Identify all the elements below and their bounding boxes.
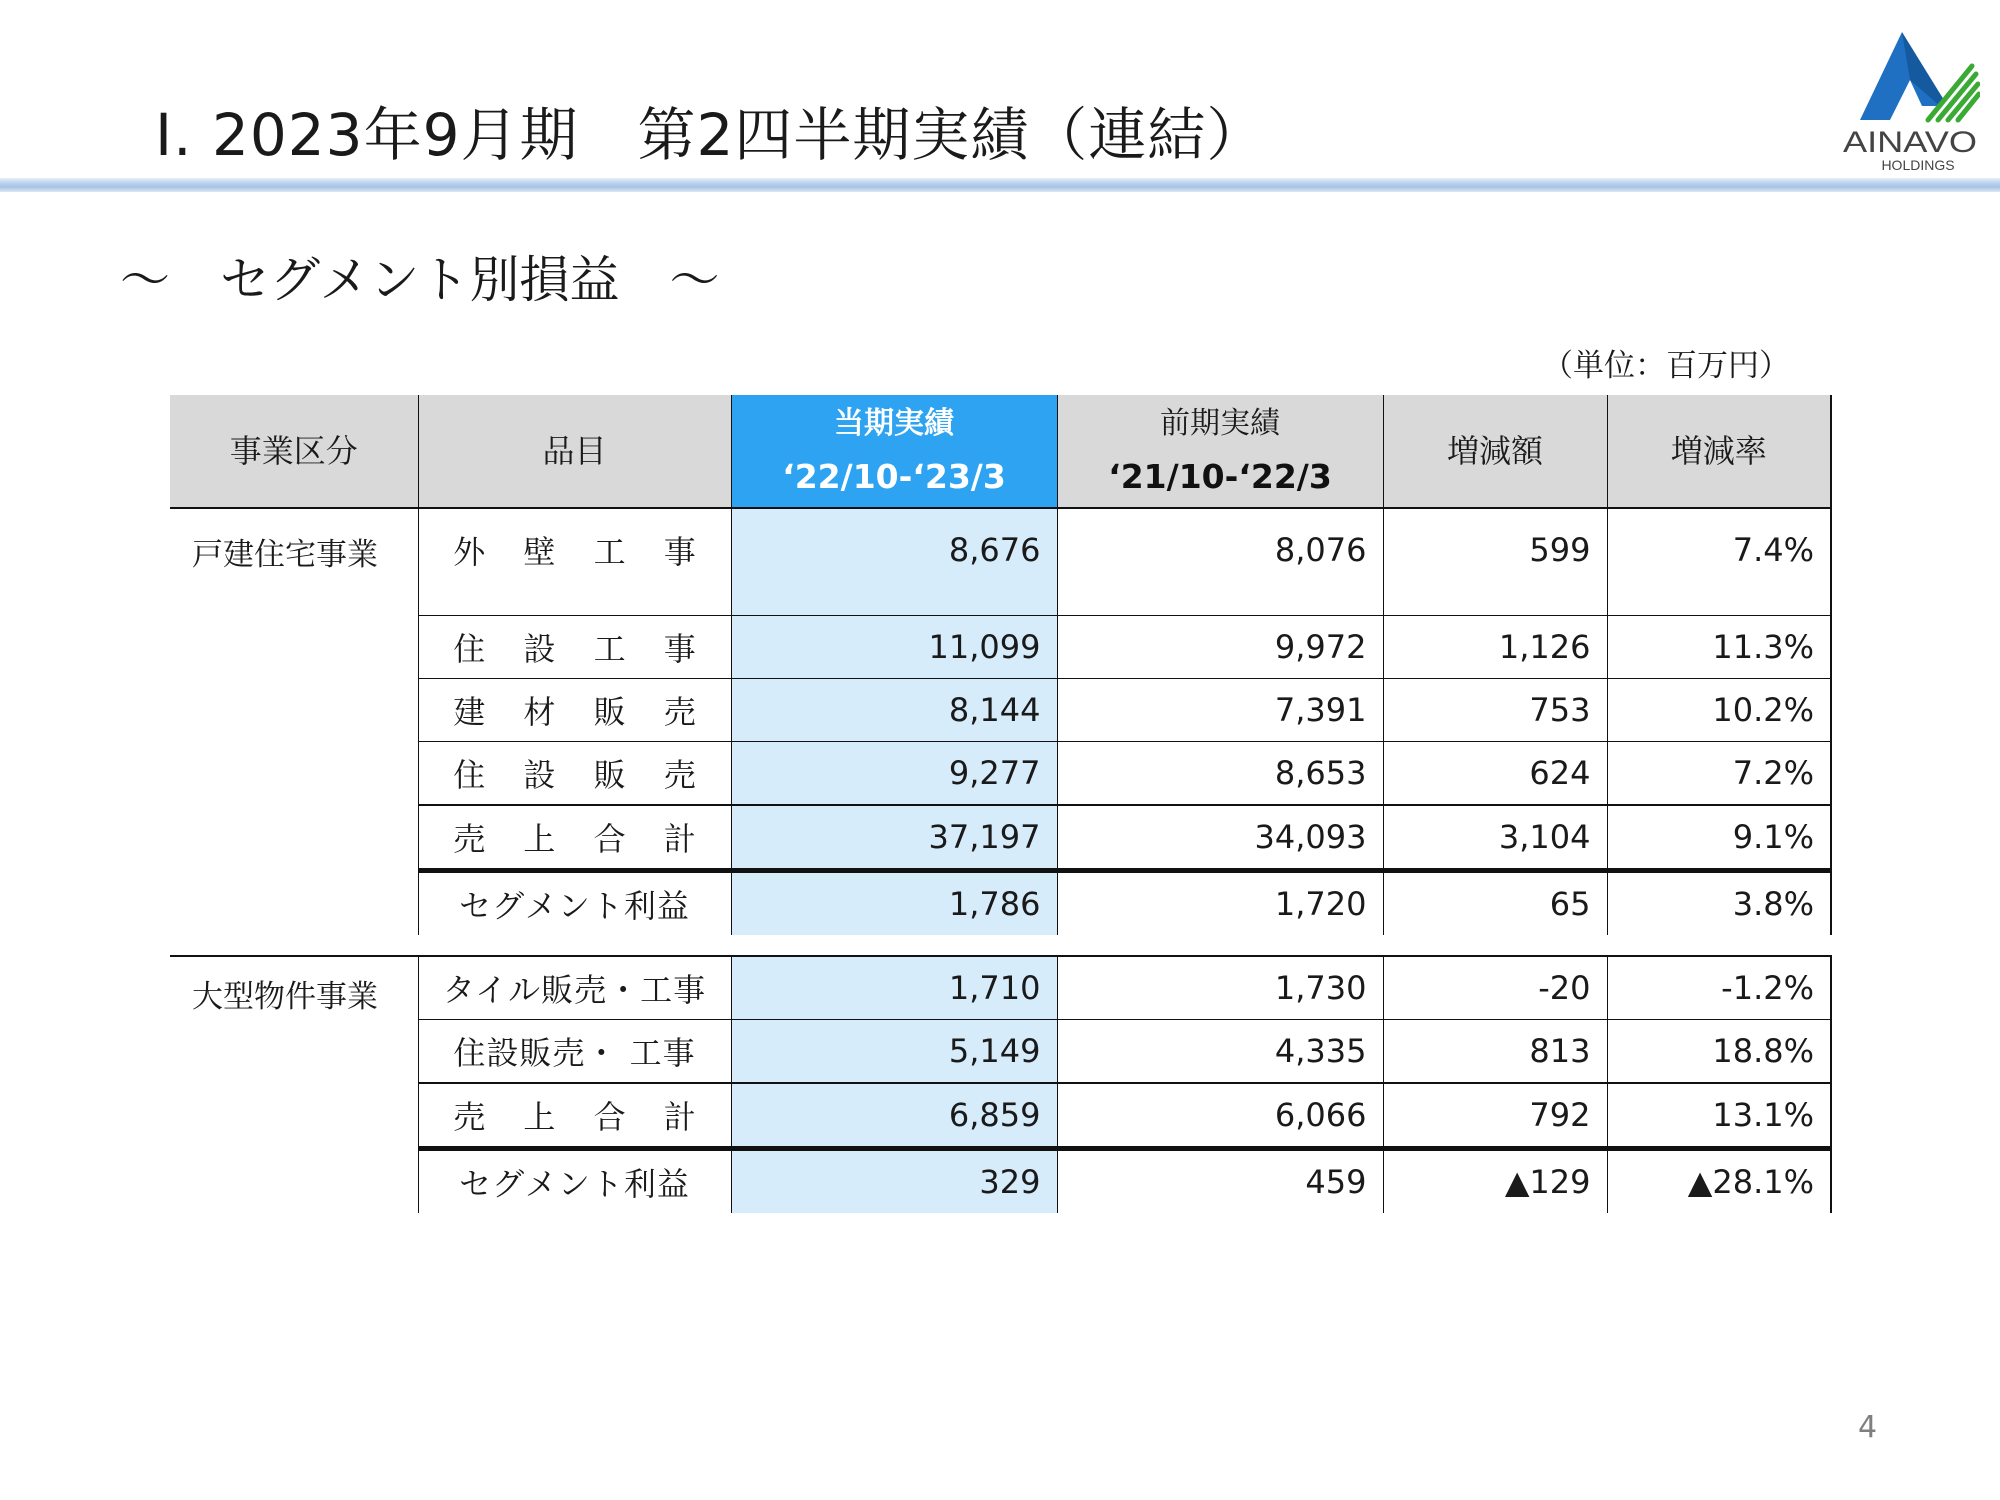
rate-value: 10.2% bbox=[1607, 679, 1831, 742]
previous-value: 34,093 bbox=[1057, 805, 1383, 871]
table-row bbox=[170, 616, 1831, 679]
change-value: 65 bbox=[1383, 871, 1607, 936]
logo-subtext: HOLDINGS bbox=[1881, 157, 1955, 173]
rate-value: 18.8% bbox=[1607, 1020, 1831, 1084]
page-number: 4 bbox=[1858, 1410, 1878, 1445]
table-row bbox=[170, 508, 1831, 616]
item-label: 住 設 販 売 bbox=[418, 742, 731, 806]
rate-value: 13.1% bbox=[1607, 1083, 1831, 1149]
current-value: 8,144 bbox=[731, 679, 1057, 742]
header-previous-period bbox=[1057, 395, 1383, 508]
item-label: 売 上 合 計 bbox=[418, 805, 731, 871]
current-value: 8,676 bbox=[731, 508, 1057, 616]
previous-value: 1,720 bbox=[1057, 871, 1383, 936]
current-value: 9,277 bbox=[731, 742, 1057, 806]
rate-value: -1.2% bbox=[1607, 956, 1831, 1020]
header-current-range: ‘22/10-‘23/3 bbox=[782, 457, 1006, 497]
segment-label: 大型物件事業 bbox=[170, 956, 418, 1213]
previous-value: 8,076 bbox=[1057, 508, 1383, 616]
rate-value: 11.3% bbox=[1607, 616, 1831, 679]
page-title: Ⅰ. 2023年9月期 第2四半期実績（連結） bbox=[155, 101, 1266, 169]
segment-label: 戸建住宅事業 bbox=[192, 537, 378, 573]
header-segment: 事業区分 bbox=[170, 395, 418, 508]
title-underline bbox=[0, 178, 2000, 192]
item-label: 外 壁 工 事 bbox=[418, 508, 731, 616]
change-value: -20 bbox=[1383, 956, 1607, 1020]
change-value: 753 bbox=[1383, 679, 1607, 742]
table-row-segment-profit bbox=[170, 1149, 1831, 1214]
header-change-rate: 増減率 bbox=[1607, 395, 1831, 508]
table-header-row bbox=[170, 395, 1831, 508]
change-value: 599 bbox=[1383, 508, 1607, 616]
item-label: セグメント利益 bbox=[418, 1149, 731, 1214]
change-value: 1,126 bbox=[1383, 616, 1607, 679]
header-item: 品目 bbox=[418, 395, 731, 508]
change-value: 3,104 bbox=[1383, 805, 1607, 871]
ainavo-logo bbox=[1840, 28, 1980, 178]
table-row bbox=[170, 956, 1831, 1020]
rate-value: 3.8% bbox=[1607, 871, 1831, 936]
current-value: 37,197 bbox=[731, 805, 1057, 871]
change-value: 813 bbox=[1383, 1020, 1607, 1084]
change-value: 624 bbox=[1383, 742, 1607, 806]
rate-value: 7.4% bbox=[1607, 508, 1831, 616]
previous-value: 9,972 bbox=[1057, 616, 1383, 679]
item-label: タイル販売・工事 bbox=[418, 956, 731, 1020]
previous-value: 7,391 bbox=[1057, 679, 1383, 742]
previous-value: 1,730 bbox=[1057, 956, 1383, 1020]
table-row bbox=[170, 742, 1831, 806]
rate-value: 7.2% bbox=[1607, 742, 1831, 806]
previous-value: 459 bbox=[1057, 1149, 1383, 1214]
section-subtitle: ～ セグメント別損益 ～ bbox=[120, 251, 720, 309]
table-row bbox=[170, 679, 1831, 742]
table-row-segment-profit bbox=[170, 871, 1831, 936]
item-label: 住 設 工 事 bbox=[418, 616, 731, 679]
rate-value: ▲28.1% bbox=[1607, 1149, 1831, 1214]
item-label: 住設販売・ 工事 bbox=[418, 1020, 731, 1084]
header-previous-range: ‘21/10-‘22/3 bbox=[1108, 457, 1332, 497]
logo-wordmark: AINAVO bbox=[1843, 126, 1977, 159]
current-value: 329 bbox=[731, 1149, 1057, 1214]
header-current-period bbox=[731, 395, 1057, 508]
item-label: セグメント利益 bbox=[418, 871, 731, 936]
current-value: 1,710 bbox=[731, 956, 1057, 1020]
current-value: 5,149 bbox=[731, 1020, 1057, 1084]
header-change-amount: 増減額 bbox=[1383, 395, 1607, 508]
segment-table-detached-housing bbox=[170, 395, 1832, 935]
table-row-total bbox=[170, 1083, 1831, 1149]
current-value: 1,786 bbox=[731, 871, 1057, 936]
rate-value: 9.1% bbox=[1607, 805, 1831, 871]
table-row-total bbox=[170, 805, 1831, 871]
item-label: 建 材 販 売 bbox=[418, 679, 731, 742]
item-label: 売 上 合 計 bbox=[418, 1083, 731, 1149]
table-row bbox=[170, 1020, 1831, 1084]
previous-value: 8,653 bbox=[1057, 742, 1383, 806]
change-value: 792 bbox=[1383, 1083, 1607, 1149]
previous-value: 4,335 bbox=[1057, 1020, 1383, 1084]
segment-table-large-projects bbox=[170, 955, 1832, 1213]
unit-label: （単位：百万円） bbox=[1542, 348, 1790, 384]
previous-value: 6,066 bbox=[1057, 1083, 1383, 1149]
current-value: 11,099 bbox=[731, 616, 1057, 679]
current-value: 6,859 bbox=[731, 1083, 1057, 1149]
change-value: ▲129 bbox=[1383, 1149, 1607, 1214]
header-previous-label: 前期実績 bbox=[1160, 405, 1280, 441]
header-current-label: 当期実績 bbox=[834, 405, 954, 441]
